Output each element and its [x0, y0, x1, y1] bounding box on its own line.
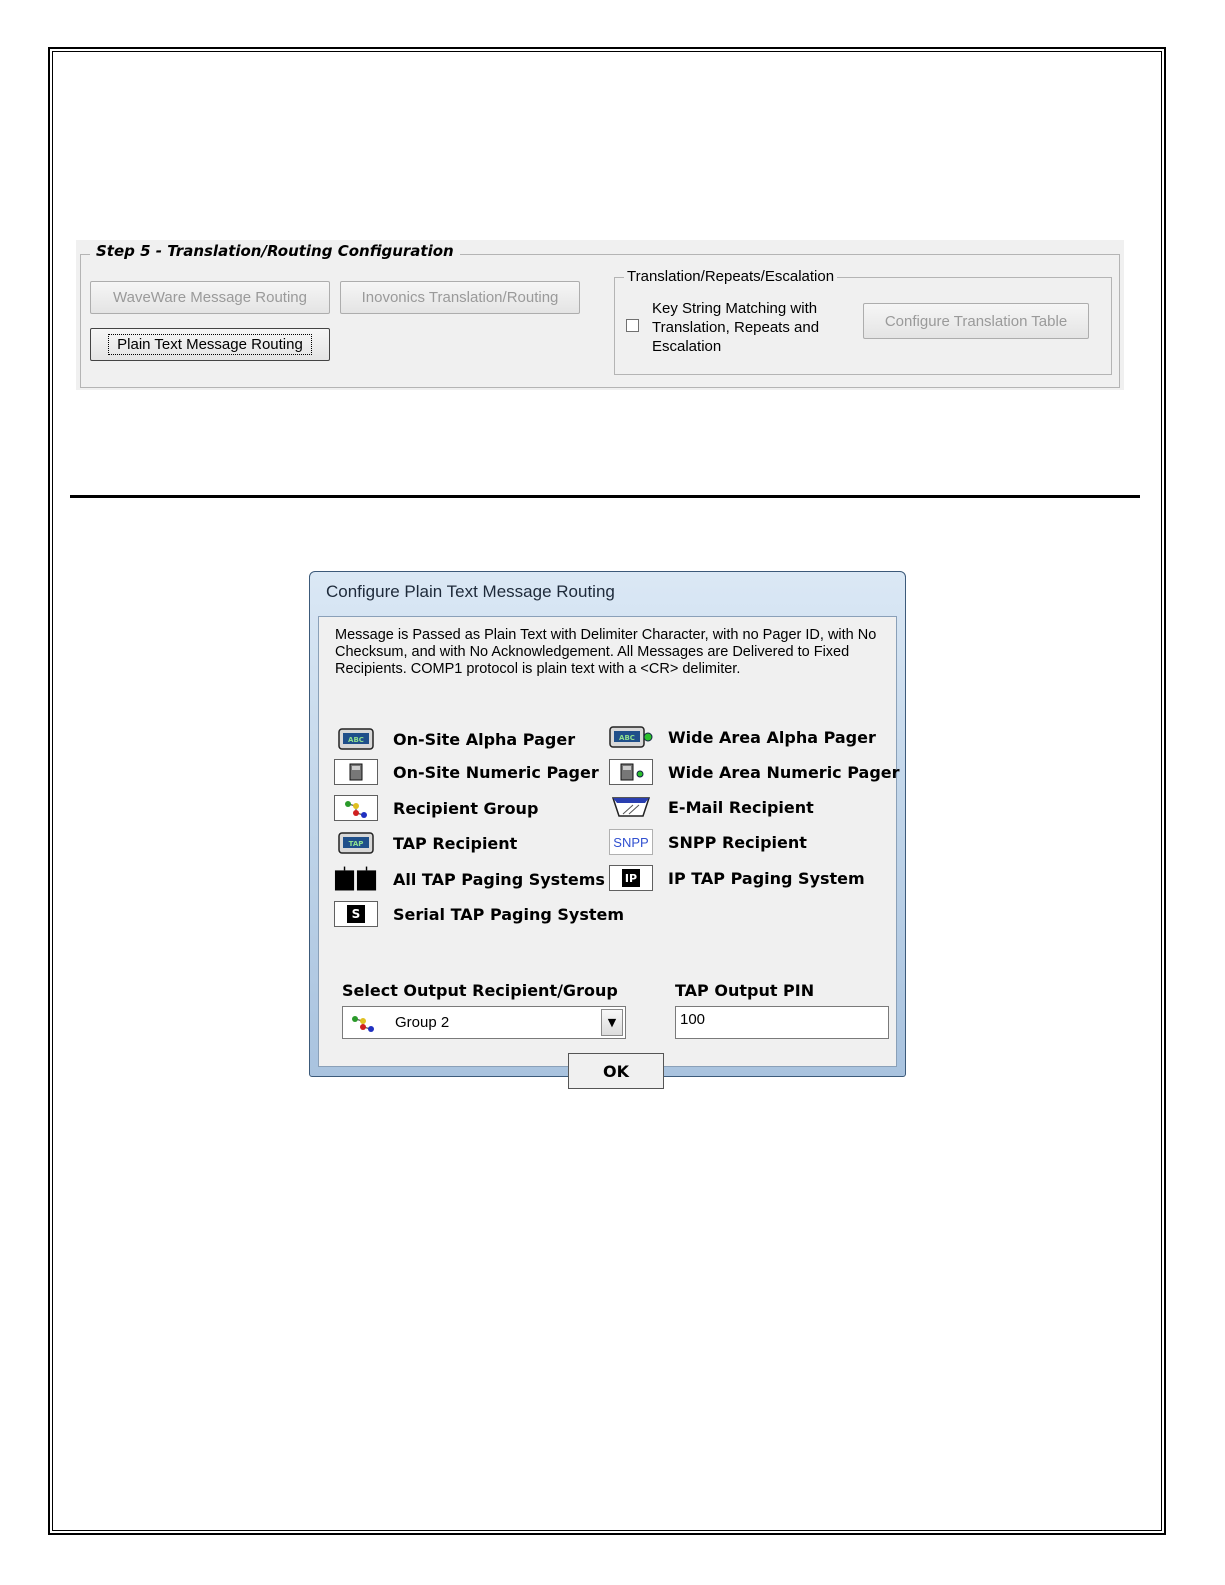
legend-ip-tap-system	[609, 865, 865, 891]
numeric-pager-icon	[334, 759, 378, 785]
alpha-pager-icon	[334, 725, 378, 753]
legend-label: All TAP Paging Systems	[393, 869, 605, 889]
recipient-group-icon	[334, 795, 378, 821]
key-string-matching-checkbox[interactable]	[626, 319, 639, 332]
legend-label: IP TAP Paging System	[668, 868, 865, 888]
output-recipient-value: Group 2	[395, 1014, 450, 1031]
step5-legend: Step 5 - Translation/Routing Configuration	[90, 242, 460, 260]
output-recipient-select[interactable]	[342, 1006, 626, 1039]
legend-label: E-Mail Recipient	[668, 797, 814, 817]
waveware-routing-button[interactable]	[90, 281, 330, 314]
snpp-icon	[609, 829, 653, 855]
legend-wide-area-alpha-pager	[609, 723, 876, 751]
output-recipient-label: Select Output Recipient/Group	[342, 981, 618, 1000]
legend-onsite-alpha-pager	[334, 725, 575, 753]
ip-icon-text: IP	[622, 869, 640, 887]
dialog-client-area	[318, 616, 900, 1081]
ok-button[interactable]: OK	[568, 1053, 664, 1089]
svg-text:ABC: ABC	[348, 736, 364, 744]
legend-label: Wide Area Numeric Pager	[668, 762, 900, 782]
legend-label: On-Site Numeric Pager	[393, 762, 599, 782]
configure-translation-table-button[interactable]	[863, 303, 1089, 339]
tap-recipient-icon	[334, 829, 378, 857]
recipient-group-icon	[349, 1013, 377, 1033]
legend-label: On-Site Alpha Pager	[393, 729, 576, 749]
snpp-icon-text: SNPP	[613, 834, 649, 850]
svg-text:ABC: ABC	[619, 734, 635, 742]
wide-area-alpha-pager-icon	[609, 723, 653, 751]
legend-email-recipient	[609, 793, 814, 821]
tap-pin-input[interactable]: 100	[675, 1006, 889, 1039]
key-string-matching-label: Key String Matching with Translation, Repeats and Escalation	[652, 300, 820, 355]
svg-text:TAP: TAP	[348, 840, 364, 848]
legend-tap-recipient	[334, 829, 517, 857]
plain-text-routing-label: Plain Text Message Routing	[108, 334, 312, 355]
tap-pin-label: TAP Output PIN	[675, 981, 815, 1000]
legend-label: Wide Area Alpha Pager	[668, 727, 876, 747]
legend-all-tap-systems	[334, 865, 605, 893]
legend-label: TAP Recipient	[393, 833, 518, 853]
dialog-description: Message is Passed as Plain Text with Delimiter Character, with no Pager ID, with No Checksum, and with No Acknowledgement. All Messages are Delivered to Fixed Recipients. COMP1 protocol is plain text with a <CR> delimiter.	[335, 627, 877, 677]
legend-onsite-numeric-pager	[334, 759, 599, 785]
inovonics-routing-label: Inovonics Translation/Routing	[361, 289, 559, 306]
ip-tap-system-icon	[609, 865, 653, 891]
waveware-routing-label: WaveWare Message Routing	[113, 289, 307, 306]
inovonics-routing-button[interactable]	[340, 281, 580, 314]
plain-text-routing-button[interactable]	[90, 328, 330, 361]
legend-snpp-recipient	[609, 829, 807, 855]
legend-label: SNPP Recipient	[668, 832, 807, 852]
legend-recipient-group	[334, 795, 538, 821]
all-tap-systems-icon	[334, 865, 378, 893]
wide-area-numeric-pager-icon	[609, 759, 653, 785]
legend-wide-area-numeric-pager	[609, 759, 900, 785]
legend-label: Recipient Group	[393, 798, 539, 818]
configure-translation-table-label: Configure Translation Table	[884, 312, 1068, 330]
dialog-title: Configure Plain Text Message Routing	[326, 582, 615, 601]
legend-serial-tap-system	[334, 901, 624, 927]
legend-label: Serial TAP Paging System	[393, 904, 625, 924]
translation-legend: Translation/Repeats/Escalation	[624, 268, 837, 285]
serial-icon-text: S	[347, 905, 365, 923]
serial-tap-system-icon	[334, 901, 378, 927]
email-icon	[609, 793, 653, 821]
separator-line	[70, 495, 1140, 498]
plain-text-routing-dialog	[309, 571, 906, 1081]
dropdown-arrow-icon[interactable]: ▼	[601, 1009, 623, 1036]
